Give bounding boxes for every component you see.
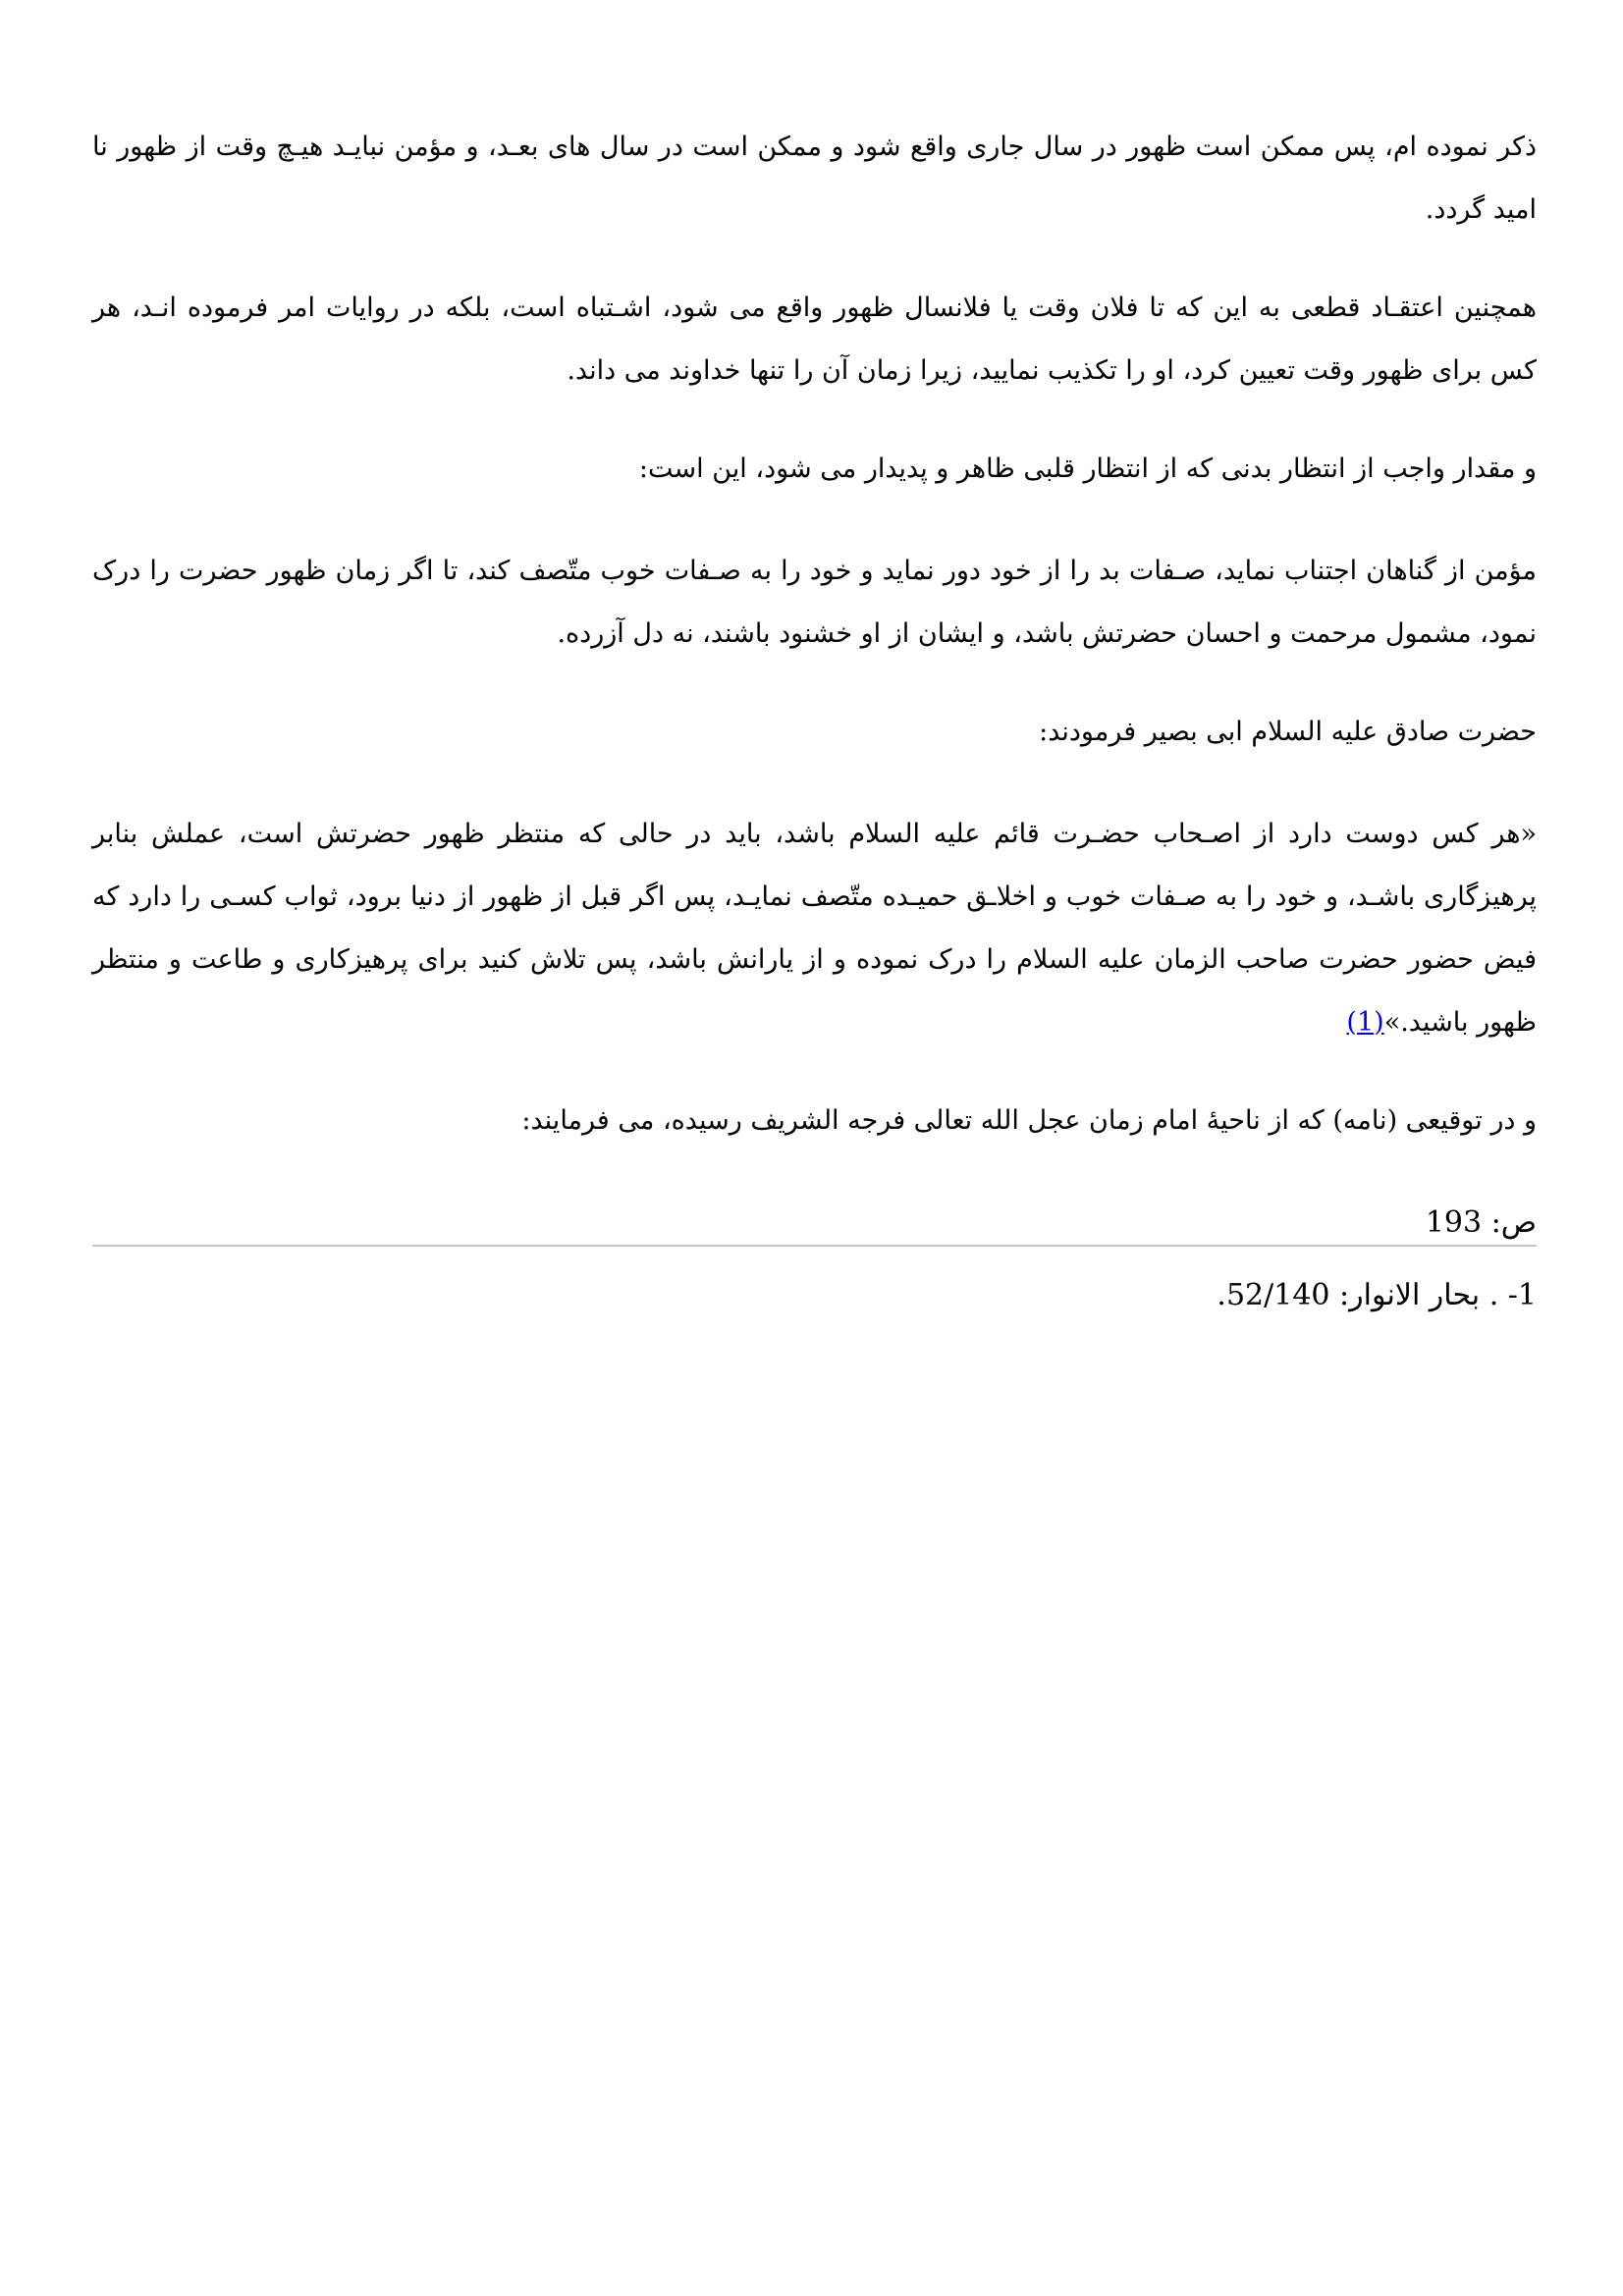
quote-text: «هر کس دوست دارد از اصـحاب حضـرت قائم علیه السلام باشد، باید در حالی که منتظر ظهور حضرتش است، عملش بنابر پرهیزگاری باشـد، و خود را به صـفات خوب و اخلاـق حمیـده متّصف نمایـد، پس اگر قبل از ظهور از دنیا برود، ثواب کسـی را دارد که فیض حضور حضرت صاحب الزمان علیه السلام را درک نموده و از یارانش باشد، پس تلاش کنید برای پرهیزکاری و طاعت و منتظر ظهور باشید.»	[92, 819, 1537, 1038]
footnote-divider	[92, 1245, 1537, 1247]
paragraph-1: ذکر نموده ام، پس ممکن است ظهور در سال جاری واقع شود و ممکن است در سال های بعـد، و مؤمن نبایـد هیـچ وقت از ظهور نا امید گردد.	[92, 132, 1537, 225]
footnote: 1- . بحار الانوار: 52/140.	[1217, 1278, 1537, 1312]
quote-paragraph	[92, 803, 1537, 1054]
main-text	[92, 116, 1537, 1255]
paragraph-5: حضرت صادق علیه السلام ابی بصیر فرمودند:	[1039, 717, 1537, 747]
closing-paragraph: و در توقیعی (نامه) که از ناحیهٔ امام زمان عجل الله تعالی فرجه الشریف رسیده، می فرمایند:	[521, 1105, 1537, 1136]
footnote-reference-link[interactable]: (1)	[1346, 1007, 1384, 1038]
paragraph-3: و مقدار واجب از انتظار بدنی که از انتظار قلبی ظاهر و پدیدار می شود، این است:	[638, 454, 1537, 484]
page-number: ص: 193	[1425, 1205, 1537, 1240]
paragraph-2: همچنین اعتقـاد قطعی به این که تا فلان وقت یا فلانسال ظهور واقع می شود، اشـتباه است، بلکه در روایات امر فرموده انـد، هر کس برای ظهور وقت تعیین کرد، او را تکذیب نمایید، زیرا زمان آن را تنها خداوند می داند.	[92, 293, 1537, 386]
paragraph-4: مؤمن از گناهان اجتناب نماید، صـفات بد را از خود دور نماید و خود را به صـفات خوب متّصف کند، تا اگر زمان ظهور حضرت را درک نمود، مشمول مرحمت و احسان حضرتش باشد، و ایشان از او خشنود باشند، نه دل آزرده.	[92, 556, 1537, 649]
